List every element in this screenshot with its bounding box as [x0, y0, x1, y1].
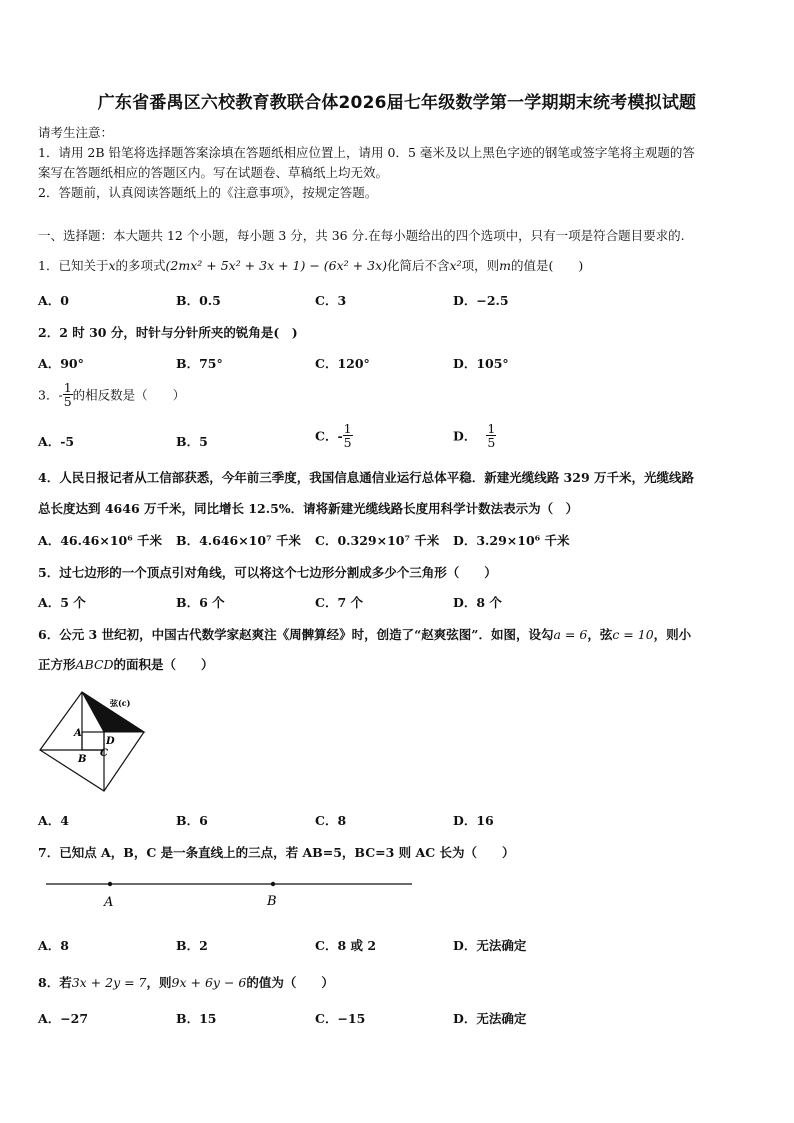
question-8-stem: 8．若3x + 2y = 7，则9x + 6y − 6的值为（ ） — [38, 975, 334, 990]
question-3-stem: 3．- $\frac{1}{5}$ 的相反数是（ ） — [38, 380, 186, 409]
question-4-option-d[interactable]: D．3.29×10⁶ 千米 — [453, 533, 570, 548]
point-b — [271, 882, 275, 886]
notice-item-2: 2．答题前，认真阅读答题纸上的《注意事项》，按规定答题。 — [38, 185, 378, 200]
question-1-option-c[interactable]: C．3 — [315, 293, 347, 308]
question-2-option-c[interactable]: C．120° — [315, 356, 370, 371]
fraction: $\frac{1}{5}$ — [343, 421, 352, 450]
fraction: $\frac{1}{5}$ — [63, 380, 72, 409]
question-8-option-a[interactable]: A．−27 — [38, 1011, 89, 1026]
question-8-option-b[interactable]: B．15 — [176, 1011, 217, 1026]
question-1-stem: 1．已知关于x的多项式(2mx² + 5x² + 3x + 1) − (6x² + 3x)化简后不含x²项，则m的值是( ) — [38, 258, 584, 273]
question-7-option-a[interactable]: A．8 — [38, 938, 69, 953]
question-5-option-a[interactable]: A．5 个 — [38, 595, 86, 610]
question-5-stem: 5．过七边形的一个顶点引对角线，可以将这个七边形分割成多少个三角形（ ） — [38, 565, 497, 580]
page-title: 广东省番禺区六校教育教联合体2026届七年级数学第一学期期末统考模拟试题 — [97, 93, 697, 113]
question-6-option-b[interactable]: B．6 — [176, 813, 208, 828]
notice-item-1-line-2: 案写在答题纸相应的答题区内。写在试题卷、草稿纸上均无效。 — [38, 165, 389, 180]
label-b: B — [78, 754, 87, 765]
question-5-option-d[interactable]: D．8 个 — [453, 595, 502, 610]
question-2-option-b[interactable]: B．75° — [176, 356, 223, 371]
question-3-option-c[interactable]: C．- $\frac{1}{5}$ — [315, 421, 352, 450]
question-6-option-d[interactable]: D．16 — [453, 813, 494, 828]
zhao-shuang-string-figure — [36, 688, 148, 794]
number-line-figure — [44, 874, 416, 912]
label-b: B — [267, 894, 277, 909]
notice-item-1-line-1: 1．请用 2B 铅笔将选择题答案涂填在答题纸相应位置上，请用 0．5 毫米及以上黑色字迹的钢笔或签字笔将主观题的答 — [38, 145, 695, 160]
section-1-heading: 一、选择题：本大题共 12 个小题，每小题 3 分，共 36 分.在每小题给出的四个选项中，只有一项是符合题目要求的. — [38, 228, 685, 243]
question-7-option-d[interactable]: D．无法确定 — [453, 938, 527, 953]
label-a: A — [104, 895, 114, 910]
question-4-option-b[interactable]: B．4.646×10⁷ 千米 — [176, 533, 301, 548]
question-3-option-d[interactable]: D． $\frac{1}{5}$ — [453, 421, 496, 450]
question-7-option-b[interactable]: B．2 — [176, 938, 208, 953]
question-8-option-d[interactable]: D．无法确定 — [453, 1011, 527, 1026]
question-5-option-b[interactable]: B．6 个 — [176, 595, 225, 610]
question-8-option-c[interactable]: C．−15 — [315, 1011, 366, 1026]
fraction: $\frac{1}{5}$ — [487, 421, 496, 450]
label-a: A — [74, 728, 82, 739]
notice-heading: 请考生注意： — [38, 125, 114, 140]
label-d: D — [106, 736, 115, 747]
question-6-stem-line-2: 正方形ABCD的面积是（ ） — [38, 657, 214, 672]
question-4-stem-line-2: 总长度达到 4646 万千米，同比增长 12.5%．请将新建光缆线路长度用科学计数法表示为（ ） — [38, 501, 579, 516]
question-2-option-a[interactable]: A．90° — [38, 356, 84, 371]
label-c: C — [100, 748, 108, 759]
question-3-option-a[interactable]: A．-5 — [38, 434, 75, 449]
question-6-stem-line-1: 6．公元 3 世纪初，中国古代数学家赵爽注《周髀算经》时，创造了“赵爽弦图”．如图，设勾a = 6，弦c = 10，则小 — [38, 627, 692, 642]
question-5-option-c[interactable]: C．7 个 — [315, 595, 363, 610]
question-4-option-c[interactable]: C．0.329×10⁷ 千米 — [315, 533, 440, 548]
question-2-stem: 2．2 时 30 分，时针与分针所夹的锐角是( ) — [38, 325, 298, 340]
question-1-option-b[interactable]: B．0.5 — [176, 293, 221, 308]
question-3-option-b[interactable]: B．5 — [176, 434, 208, 449]
point-a — [108, 882, 112, 886]
question-7-stem: 7．已知点 A，B，C 是一条直线上的三点，若 AB=5，BC=3 则 AC 长为（ ） — [38, 845, 515, 860]
label-string-c: 弦(c) — [110, 698, 131, 708]
question-4-option-a[interactable]: A．46.46×10⁶ 千米 — [38, 533, 163, 548]
question-1-option-a[interactable]: A．0 — [38, 293, 69, 308]
question-4-stem-line-1: 4．人民日报记者从工信部获悉，今年前三季度，我国信息通信业运行总体平稳．新建光缆线路 329 万千米，光缆线路 — [38, 470, 694, 485]
question-1-option-d[interactable]: D．−2.5 — [453, 293, 509, 308]
question-6-option-a[interactable]: A．4 — [38, 813, 69, 828]
question-2-option-d[interactable]: D．105° — [453, 356, 509, 371]
question-6-option-c[interactable]: C．8 — [315, 813, 347, 828]
question-7-option-c[interactable]: C．8 或 2 — [315, 938, 377, 953]
